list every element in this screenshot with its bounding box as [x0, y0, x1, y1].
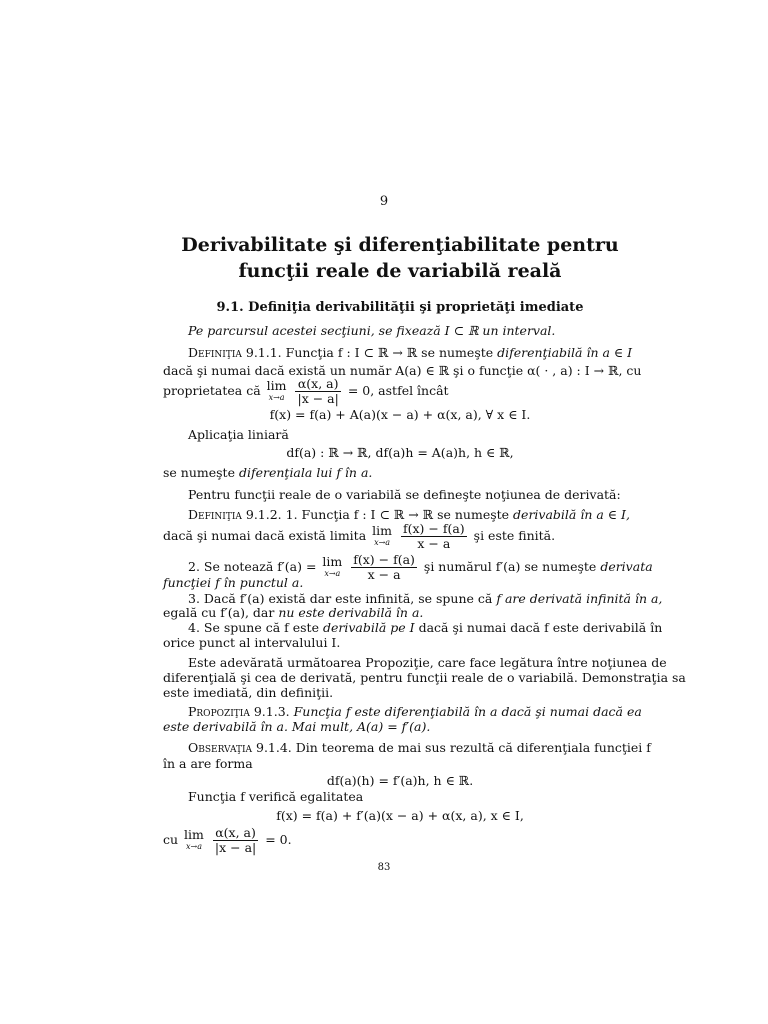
def1-term: diferenţiala lui f în a.	[238, 465, 373, 480]
paragraph-line3: este imediată, din definiţii.	[163, 685, 334, 700]
fraction-numerator: α(x, a)	[295, 377, 340, 392]
obs-head: Observaţia	[188, 740, 253, 755]
obs-text: = 0.	[265, 832, 292, 847]
fraction-numerator: α(x, a)	[213, 826, 258, 841]
def2-term: derivata	[600, 559, 653, 574]
def2-text: dacă şi numai dacă f este derivabilă în	[418, 620, 663, 635]
def1-term: diferenţiabilă în a ∈ I	[497, 345, 633, 360]
def1-head: Definiţia	[188, 345, 242, 360]
fraction-numerator: f(x) − f(a)	[353, 552, 415, 567]
def2-text: 3. Dacă f′(a) există dar este infinită, se spune că	[188, 591, 493, 606]
def1-text: = 0, astfel încât	[347, 383, 449, 398]
fraction	[351, 553, 417, 582]
def2-text: 4. Se spune că f este	[188, 620, 319, 635]
def1-number: 9.1.1.	[245, 345, 282, 360]
def2-term: nu este derivabilă în a.	[278, 605, 424, 620]
def1-last-line	[163, 464, 372, 482]
chapter-number: 9	[379, 194, 389, 209]
def2-line2	[163, 522, 555, 551]
def2-text: şi este finită.	[473, 528, 556, 543]
def2-term: derivabilă în a ∈ I,	[513, 507, 630, 522]
obs-equation1: df(a)(h) = f′(a)h, h ∈ ℝ.	[326, 773, 474, 788]
lim-subscript: x→a	[374, 537, 391, 547]
obs-equation2: f(x) = f(a) + f′(a)(x − a) + α(x, a), x ∈ I,	[276, 808, 524, 823]
fraction	[401, 522, 467, 551]
def2-term: derivabilă pe I	[322, 620, 415, 635]
linear-map-label: Aplicaţia liniară	[188, 427, 289, 442]
lim-subscript: x→a	[324, 568, 341, 578]
def2-term: f are derivată infinită în a,	[496, 591, 663, 606]
def1-text: Funcţia f : I ⊂ ℝ → ℝ se numeşte	[285, 345, 494, 360]
def1-line2: dacă şi numai dacă există un număr A(a) ∈ ℝ şi o funcţie α( · , a) : I → ℝ, cu	[163, 363, 642, 378]
section-title: 9.1. Definiţia derivabilităţii şi proprietăţi imediate	[216, 300, 584, 315]
lim-subscript: x→a	[185, 841, 202, 851]
obs-number: 9.1.4.	[256, 740, 292, 755]
obs-line2: în a are forma	[163, 756, 253, 771]
obs-line1	[188, 739, 651, 757]
obs-last-line	[163, 826, 292, 855]
def2-text: 1. Funcţia f : I ⊂ ℝ → ℝ se numeşte	[285, 507, 510, 522]
limit-operator	[322, 553, 343, 580]
lim-text: lim	[266, 377, 287, 393]
def2-head: Definiţia	[188, 507, 242, 522]
def1-line3	[163, 377, 449, 406]
fraction	[295, 377, 340, 406]
paragraph-line1: Este adevărată următoarea Propoziţie, care face legătura între noţiunea de	[188, 655, 667, 670]
def1-text: se numeşte	[163, 465, 235, 480]
lim-text: lim	[372, 522, 392, 538]
obs-text: Din teorema de mai sus rezultă că diferenţiala funcţiei f	[295, 740, 651, 755]
fraction-denominator: |x − a|	[297, 391, 339, 406]
def2-point4-line2: orice punct al intervalului I.	[163, 635, 341, 650]
paragraph-line2: diferenţială şi cea de derivată, pentru funcţii reale de o variabilă. Demonstraţia sa	[163, 670, 686, 685]
def2-text: 2. Se notează f′(a) =	[188, 559, 317, 574]
differential-equation: df(a) : ℝ → ℝ, df(a)h = A(a)h, h ∈ ℝ,	[286, 445, 514, 460]
obs-line3: Funcţia f verifică egalitatea	[188, 789, 364, 804]
obs-text: cu	[163, 832, 179, 847]
fraction-numerator: f(x) − f(a)	[402, 521, 465, 536]
fraction-denominator: |x − a|	[214, 840, 257, 855]
chapter-title: Derivabilitate şi diferenţiabilitate pentru funcţii reale de variabilă reală	[181, 234, 619, 282]
def2-text: dacă şi numai dacă există limita	[163, 528, 367, 543]
fraction-denominator: x − a	[367, 567, 401, 582]
intro-line: Pe parcursul acestei secţiuni, se fixează I ⊂ ℝ un interval.	[188, 323, 556, 338]
derivative-intro: Pentru funcţii reale de o variabilă se defineşte noţiunea de derivată:	[188, 487, 621, 502]
page-number: 83	[377, 862, 391, 873]
def1-line1	[188, 344, 632, 362]
prop-line2: este derivabilă în a. Mai mult, A(a) = f′(a).	[163, 719, 431, 734]
prop-number: 9.1.3.	[253, 704, 290, 719]
limit-operator	[184, 826, 204, 853]
lim-subscript: x→a	[268, 392, 285, 402]
fraction-denominator: x − a	[417, 536, 451, 551]
fraction	[213, 826, 258, 855]
prop-text: Funcţia f este diferenţiabilă în a dacă şi numai dacă ea	[293, 704, 642, 719]
limit-operator	[372, 522, 392, 549]
def2-point2-line2: funcţiei f în punctul a.	[163, 575, 304, 590]
lim-text: lim	[322, 553, 343, 569]
def2-text: şi numărul f′(a) se numeşte	[423, 559, 597, 574]
def1-equation: f(x) = f(a) + A(a)(x − a) + α(x, a), ∀ x ∈ I.	[269, 407, 531, 422]
def2-text: egală cu f′(a), dar	[163, 605, 275, 620]
limit-operator	[266, 377, 287, 404]
def1-text: proprietatea că	[163, 383, 261, 398]
def2-number: 9.1.2.	[245, 507, 282, 522]
prop-head: Propoziţia	[188, 704, 250, 719]
lim-text: lim	[184, 826, 204, 842]
